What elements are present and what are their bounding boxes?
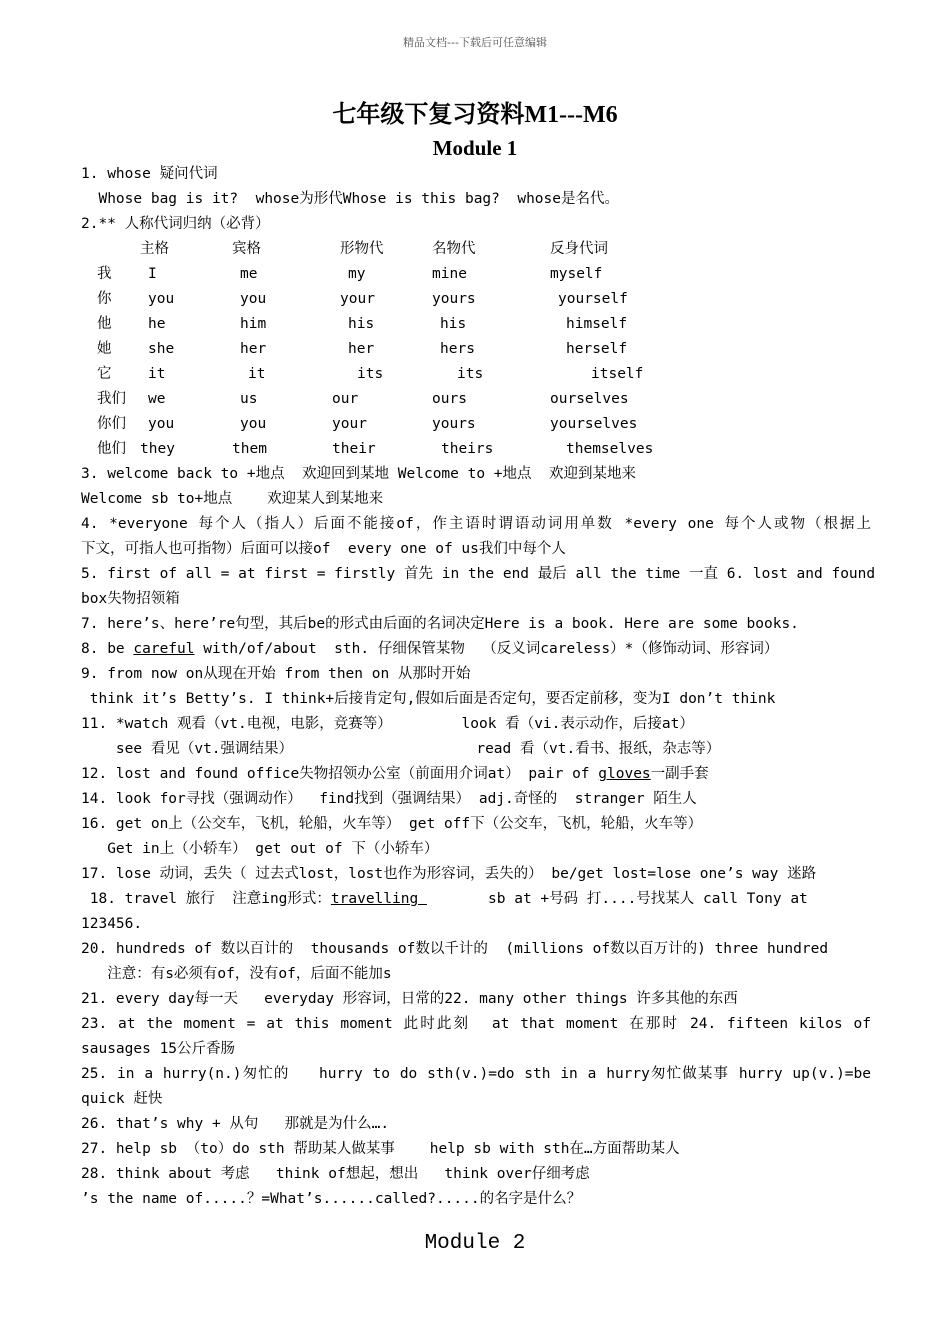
note-line bbox=[81, 889, 871, 909]
table-cell: 他 bbox=[97, 316, 112, 332]
note-line: 16. get on上（公交车，飞机，轮船，火车等） get off下（公交车，飞机，轮船，火车等） bbox=[81, 816, 703, 832]
table-cell: our bbox=[332, 391, 359, 407]
note-line: box失物招领箱 bbox=[81, 591, 180, 607]
table-header: 形物代 bbox=[340, 241, 384, 257]
table-cell: him bbox=[240, 316, 267, 332]
table-cell: you bbox=[148, 416, 175, 432]
note-line: 2.** 人称代词归纳（必背） bbox=[81, 216, 270, 232]
note-line: 9. from now on从现在开始 from then on 从那时开始 bbox=[81, 666, 471, 682]
note-line: 28. think about 考虑 think of想起，想出 think over仔细考虑 bbox=[81, 1166, 590, 1182]
note-line: 25. in a hurry(n.)匆忙的 hurry to do sth(v.)=do sth in a hurry匆忙做某事 hurry up(v.)=be bbox=[81, 1066, 871, 1082]
note-line: 20. hundreds of 数以百计的 thousands of数以千计的 (millions of数以百万计的) three hundred bbox=[81, 941, 829, 957]
table-cell: you bbox=[240, 291, 267, 307]
table-header: 主格 bbox=[140, 241, 169, 257]
module-1-heading: Module 1 bbox=[432, 136, 518, 160]
table-cell: 他们 bbox=[97, 441, 126, 457]
table-cell: it bbox=[248, 366, 266, 382]
table-cell: me bbox=[240, 266, 258, 282]
table-cell: your bbox=[340, 291, 375, 307]
table-cell: us bbox=[240, 391, 258, 407]
table-cell: hers bbox=[440, 341, 475, 357]
line-text: with/of/about sth. 仔细保管某物 （反义词careless）*（修饰动词、形容词） bbox=[194, 641, 779, 657]
table-cell: they bbox=[140, 441, 175, 457]
note-line bbox=[81, 639, 871, 659]
note-line: sausages 15公斤香肠 bbox=[81, 1041, 236, 1057]
table-cell: it bbox=[148, 366, 166, 382]
table-cell: you bbox=[148, 291, 175, 307]
table-cell: 我 bbox=[97, 266, 112, 282]
table-cell: yours bbox=[432, 416, 476, 432]
note-line: Welcome sb to+地点 欢迎某人到某地来 bbox=[81, 491, 384, 507]
table-cell: mine bbox=[432, 266, 467, 282]
table-cell: he bbox=[148, 316, 166, 332]
table-cell: 你们 bbox=[97, 416, 126, 432]
table-cell: his bbox=[440, 316, 467, 332]
line-text: 12. lost and found office失物招领办公室（前面用介词at） pair of bbox=[81, 766, 599, 782]
table-cell: their bbox=[332, 441, 376, 457]
note-line: 11. *watch 观看（vt.电视，电影，竞赛等） look 看（vi.表示动作，后接at） bbox=[81, 716, 694, 732]
table-cell: you bbox=[240, 416, 267, 432]
note-line: see 看见（vt.强调结果） read 看（vt.看书、报纸，杂志等） bbox=[81, 741, 721, 757]
note-line: Whose bag is it? whose为形代Whose is this bag? whose是名代。 bbox=[81, 191, 619, 207]
table-cell: its bbox=[357, 366, 384, 382]
table-cell: 你 bbox=[97, 291, 112, 307]
note-line: think it’s Betty’s. I think+后接肯定句,假如后面是否定句，要否定前移，变为I don’t think bbox=[81, 691, 776, 707]
note-line: 27. help sb （to）do sth 帮助某人做某事 help sb with sth在…方面帮助某人 bbox=[81, 1141, 680, 1157]
table-cell: yours bbox=[432, 291, 476, 307]
document-title: 七年级下复习资料M1---M6 bbox=[332, 102, 618, 128]
note-line: 7. here’s、here’re句型，其后be的形式由后面的名词决定Here is a book. Here are some books. bbox=[81, 616, 799, 632]
table-cell: she bbox=[148, 341, 175, 357]
table-cell: themselves bbox=[566, 441, 654, 457]
note-line: 注意：有s必须有of，没有of，后面不能加s bbox=[81, 966, 392, 982]
table-cell: ours bbox=[432, 391, 467, 407]
table-cell: ourselves bbox=[550, 391, 629, 407]
note-line: ’s the name of.....？=What’s......called?.....的名字是什么？ bbox=[81, 1191, 582, 1207]
note-line: quick 赶快 bbox=[81, 1091, 163, 1107]
table-cell: them bbox=[232, 441, 267, 457]
line-text: 一副手套 bbox=[650, 766, 709, 782]
note-line: 17. lose 动词，丢失（ 过去式lost，lost也作为形容词，丢失的） be/get lost=lose one’s way 迷路 bbox=[81, 866, 817, 882]
page-header: 精品文档---下载后可任意编辑 bbox=[403, 36, 547, 49]
note-line: 14. look for寻找（强调动作） find找到（强调结果） adj.奇怪的 stranger 陌生人 bbox=[81, 791, 697, 807]
table-cell: itself bbox=[591, 366, 644, 382]
table-cell: 她 bbox=[97, 341, 112, 357]
table-cell: we bbox=[148, 391, 166, 407]
table-header: 反身代词 bbox=[550, 241, 608, 257]
table-cell: yourselves bbox=[550, 416, 638, 432]
note-line: 5. first of all = at first = firstly 首先 in the end 最后 all the time 一直 6. lost and found bbox=[81, 566, 876, 582]
note-line: 23. at the moment = at this moment 此时此刻 at that moment 在那时 24. fifteen kilos of bbox=[81, 1016, 871, 1032]
line-text: 8. be bbox=[81, 641, 134, 657]
table-cell: himself bbox=[566, 316, 628, 332]
table-cell: 它 bbox=[97, 366, 112, 382]
table-cell: her bbox=[348, 341, 375, 357]
line-text: sb at +号码 打....号找某人 call Tony at bbox=[426, 891, 808, 907]
table-cell: her bbox=[240, 341, 267, 357]
table-cell: I bbox=[148, 266, 157, 282]
note-line: 123456. bbox=[81, 916, 143, 932]
underlined-word: gloves bbox=[598, 766, 651, 782]
table-cell: its bbox=[457, 366, 484, 382]
table-cell: your bbox=[332, 416, 367, 432]
table-cell: yourself bbox=[558, 291, 628, 307]
table-header: 宾格 bbox=[232, 241, 261, 257]
line-text: 18. travel 旅行 注意ing形式： bbox=[81, 891, 331, 907]
note-line: Get in上（小轿车） get out of 下（小轿车） bbox=[81, 841, 439, 857]
note-line: 26. that’s why + 从句 那就是为什么…. bbox=[81, 1116, 390, 1132]
note-line: 21. every day每一天 everyday 形容词，日常的22. many other things 许多其他的东西 bbox=[81, 991, 738, 1007]
table-cell: herself bbox=[566, 341, 628, 357]
note-line: 1. whose 疑问代词 bbox=[81, 166, 218, 182]
underlined-word: careful bbox=[133, 641, 195, 657]
module-2-heading: Module 2 bbox=[424, 1232, 526, 1255]
note-line: 下文，可指人也可指物）后面可以接of every one of us我们中每个人 bbox=[81, 541, 566, 557]
table-cell: 我们 bbox=[97, 391, 126, 407]
table-cell: my bbox=[348, 266, 366, 282]
table-cell: his bbox=[348, 316, 375, 332]
table-cell: theirs bbox=[441, 441, 494, 457]
table-cell: myself bbox=[550, 266, 603, 282]
note-line: 3. welcome back to +地点 欢迎回到某地 Welcome to +地点 欢迎到某地来 bbox=[81, 466, 636, 482]
underlined-word: travelling bbox=[330, 891, 427, 907]
table-header: 名物代 bbox=[432, 241, 476, 257]
note-line bbox=[81, 764, 871, 784]
note-line: 4. *everyone 每个人（指人）后面不能接of，作主语时谓语动词用单数 *every one 每个人或物（根据上 bbox=[81, 516, 871, 532]
